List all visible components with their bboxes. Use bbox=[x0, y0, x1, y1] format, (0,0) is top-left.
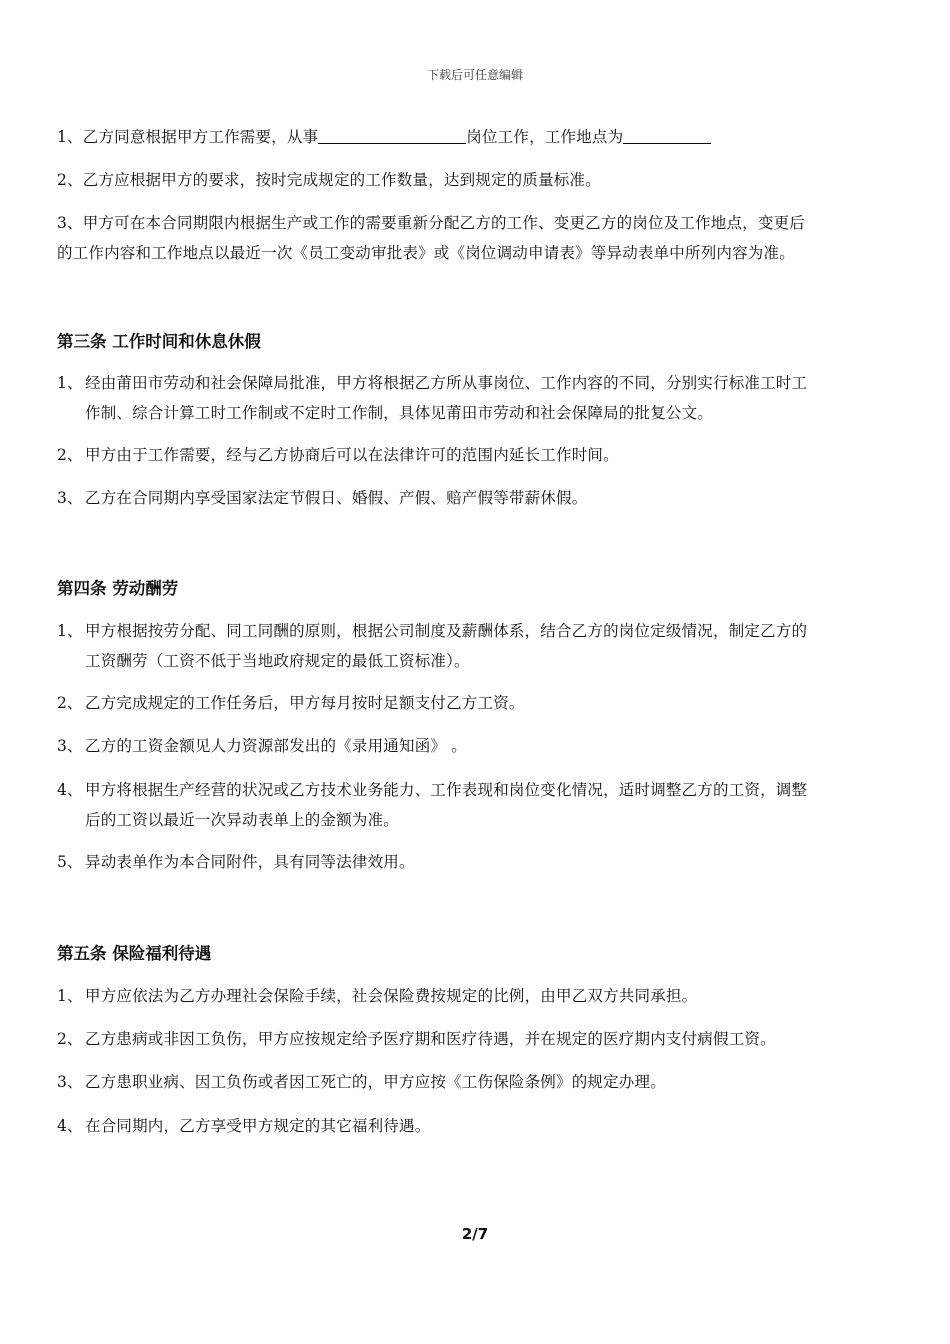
item-number: 2、 bbox=[57, 446, 83, 464]
work-location-blank bbox=[623, 127, 711, 144]
s4-item-2 bbox=[57, 688, 897, 718]
item-line: 甲方根据按劳分配、同工同酬的原则，根据公司制度及薪酬体系，结合乙方的岗位定级情况，制定乙方的 bbox=[85, 622, 808, 640]
s4-item-4 bbox=[57, 775, 897, 835]
item-number: 2、 bbox=[57, 1030, 83, 1048]
item-line: 经由莆田市劳动和社会保障局批准，甲方将根据乙方所从事岗位、工作内容的不同，分别实行标准工时工 bbox=[85, 374, 808, 392]
section-4-title: 第四条 劳动酬劳 bbox=[57, 579, 179, 598]
job-position-blank bbox=[318, 127, 466, 144]
item-line: 后的工资以最近一次异动表单上的金额为准。 bbox=[85, 811, 400, 829]
clause-2-3 bbox=[57, 208, 897, 268]
clause-text: 1、乙方同意根据甲方工作需要，从事 bbox=[57, 128, 319, 146]
item-number: 1、 bbox=[57, 622, 83, 640]
s4-item-5 bbox=[57, 847, 897, 877]
clause-2-2: 2、乙方应根据甲方的要求，按时完成规定的工作数量，达到规定的质量标准。 bbox=[57, 171, 601, 189]
item-number: 3、 bbox=[57, 489, 83, 507]
s4-item-1 bbox=[57, 616, 897, 676]
item-number: 2、 bbox=[57, 694, 83, 712]
item-line: 甲方应依法为乙方办理社会保险手续，社会保险费按规定的比例，由甲乙双方共同承担。 bbox=[85, 987, 698, 1005]
page-number: 2/7 bbox=[461, 1225, 489, 1243]
item-line: 甲方将根据生产经营的状况或乙方技术业务能力、工作表现和岗位变化情况，适时调整乙方的工资，调整 bbox=[85, 781, 808, 799]
item-number: 5、 bbox=[57, 853, 83, 871]
item-line: 工资酬劳（工资不低于当地政府规定的最低工资标准）。 bbox=[85, 652, 470, 670]
section-3-title: 第三条 工作时间和休息休假 bbox=[57, 332, 261, 351]
item-number: 4、 bbox=[57, 1117, 83, 1135]
item-number: 3、 bbox=[57, 737, 83, 755]
s3-item-2 bbox=[57, 440, 897, 470]
item-line: 作制、综合计算工时工作制或不定时工作制，具体见莆田市劳动和社会保障局的批复公文。 bbox=[85, 404, 714, 422]
item-line: 在合同期内，乙方享受甲方规定的其它福利待遇。 bbox=[85, 1117, 431, 1135]
item-line: 异动表单作为本合同附件，具有同等法律效用。 bbox=[85, 853, 415, 871]
section-5-title: 第五条 保险福利待遇 bbox=[57, 944, 212, 963]
item-number: 4、 bbox=[57, 781, 83, 799]
item-line: 甲方由于工作需要，经与乙方协商后可以在法律许可的范围内延长工作时间。 bbox=[85, 446, 619, 464]
item-number: 3、 bbox=[57, 1073, 83, 1091]
s5-item-1 bbox=[57, 981, 897, 1011]
clause-line: 的工作内容和工作地点以最近一次《员工变动审批表》或《岗位调动申请表》等异动表单中所列内容为准。 bbox=[57, 244, 795, 262]
s3-item-3 bbox=[57, 483, 897, 513]
s5-item-4 bbox=[57, 1111, 897, 1141]
s5-item-3 bbox=[57, 1067, 897, 1097]
s5-item-2 bbox=[57, 1024, 897, 1054]
page-header: 下载后可任意编辑 bbox=[426, 68, 523, 82]
item-number: 1、 bbox=[57, 987, 83, 1005]
clause-2-1 bbox=[57, 122, 897, 152]
item-number: 1、 bbox=[57, 374, 83, 392]
item-line: 乙方在合同期内享受国家法定节假日、婚假、产假、赔产假等带薪休假。 bbox=[85, 489, 588, 507]
item-line: 乙方患职业病、因工负伤或者因工死亡的，甲方应按《工伤保险条例》的规定办理。 bbox=[85, 1073, 666, 1091]
s3-item-1 bbox=[57, 368, 897, 428]
clause-line: 3、甲方可在本合同期限内根据生产或工作的需要重新分配乙方的工作、变更乙方的岗位及工作地点，变更后 bbox=[57, 214, 805, 232]
item-line: 乙方的工资金额见人力资源部发出的《录用通知函》 。 bbox=[85, 737, 467, 755]
item-line: 乙方患病或非因工负伤，甲方应按规定给予医疗期和医疗待遇，并在规定的医疗期内支付病假工资。 bbox=[85, 1030, 776, 1048]
s4-item-3 bbox=[57, 731, 897, 761]
item-line: 乙方完成规定的工作任务后，甲方每月按时足额支付乙方工资。 bbox=[85, 694, 525, 712]
clause-text: 岗位工作，工作地点为 bbox=[466, 128, 624, 146]
